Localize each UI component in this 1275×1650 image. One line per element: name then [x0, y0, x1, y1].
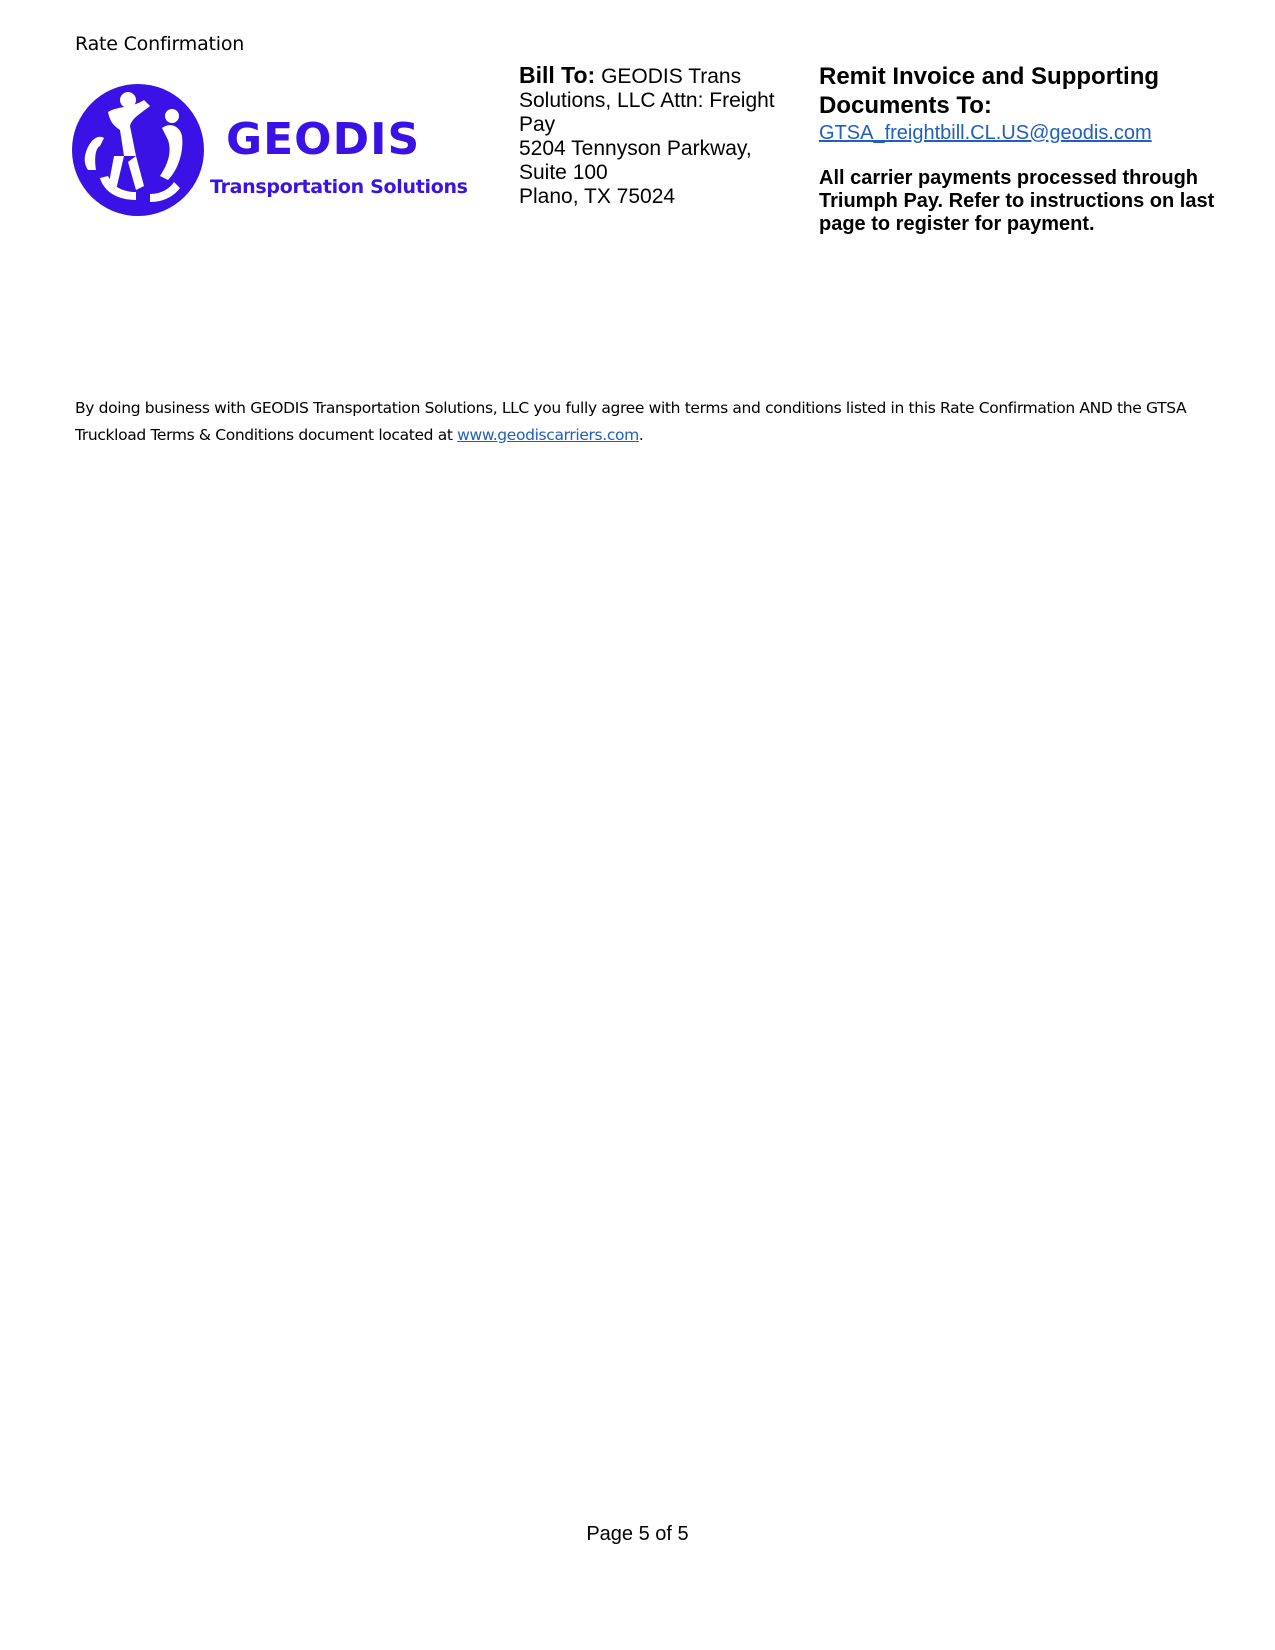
- terms-paragraph: [75, 395, 1215, 449]
- bill-to-address-line1: 5204 Tennyson Parkway, Suite 100: [519, 137, 752, 184]
- logo-wordmark: GEODIS: [226, 114, 421, 165]
- payment-note: All carrier payments processed through Triumph Pay. Refer to instructions on last page to register for payment.: [819, 167, 1215, 235]
- terms-text-end: .: [638, 426, 644, 444]
- remit-heading: Remit Invoice and Supporting Documents To:: [819, 63, 1160, 119]
- carriers-website-link[interactable]: www.geodiscarriers.com: [457, 426, 639, 444]
- bill-to-address-line2: Plano, TX 75024: [519, 185, 676, 208]
- bill-to-label: Bill To:: [519, 62, 596, 88]
- geodis-emblem-icon: [70, 82, 210, 222]
- remit-email-link[interactable]: GTSA_freightbill.CL.US@geodis.com: [819, 122, 1152, 144]
- terms-text: By doing business with GEODIS Transportation Solutions, LLC you fully agree with terms and conditions listed in this Rate Confirmation AND the GTSA Truckload Terms & Conditions document located at: [75, 399, 1187, 444]
- geodis-logo: [70, 82, 470, 222]
- page-number: Page 5 of 5: [586, 1523, 689, 1545]
- remit-block: [819, 62, 1239, 236]
- document-title: Rate Confirmation: [75, 33, 245, 55]
- logo-tagline: Transportation Solutions: [210, 176, 468, 198]
- bill-to-name: GEODIS Trans Solutions, LLC Attn: Freight Pay: [519, 65, 775, 136]
- bill-to-block: [519, 63, 789, 209]
